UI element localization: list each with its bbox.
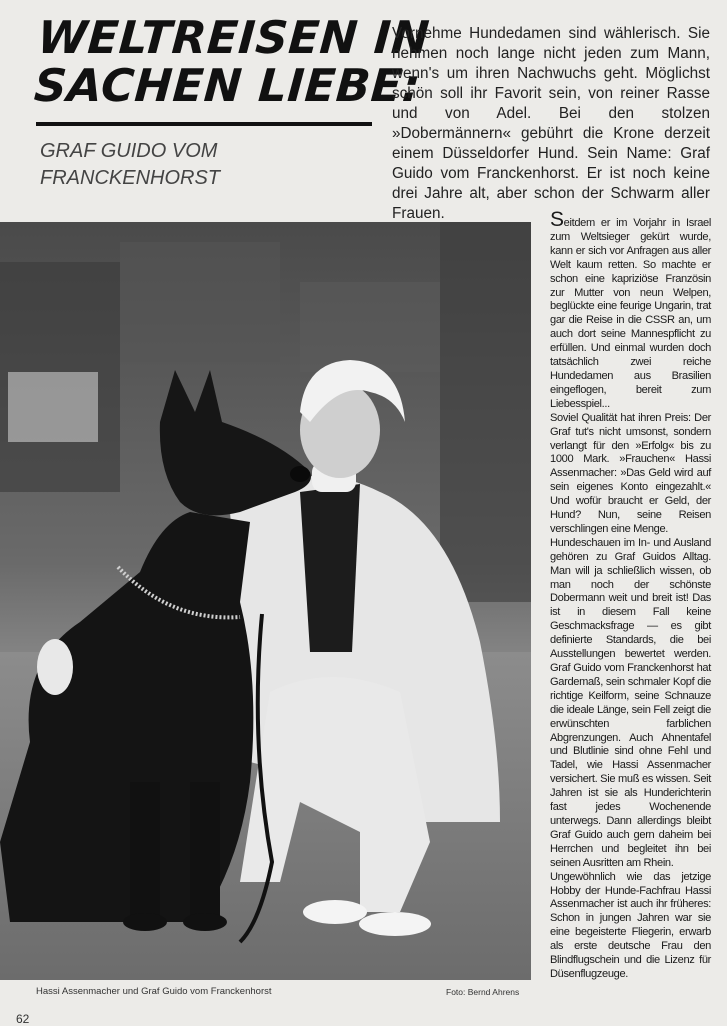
- subtitle-line-2: FRANCKENHORST: [40, 167, 221, 189]
- headline-line-2: SACHEN LIEBE:: [32, 59, 423, 112]
- subtitle: [40, 138, 370, 192]
- body-column: [550, 208, 711, 982]
- photo-credit: Foto: Bernd Ahrens: [446, 987, 520, 997]
- body-paragraph-1: [550, 208, 711, 412]
- photo-illustration: [0, 222, 531, 980]
- body-paragraph-3: Hundeschauen im In- und Ausland gehören zu Graf Guidos Alltag. Man will ja schließlich wissen, ob man noch der schönste Dobermann weit und breit ist! Das ist in diesem Fall keine Geschmacksfrage — es gibt definierte Standards, die bei Ausstellungen bewertet werden. Graf Guido vom Franckenhorst hat Gardemaß, sein schmaler Kopf die richtige Keilform, seine Schnauze die ideale Länge, sein Fell zeigt die erwünschten farblichen Abgrenzungen. Auch Ahnentafel und Blutlinie sind ohne Fehl und Tadel, wie Hassi Assenmacher versichert. Sie muß es wissen. Seit Jahren ist sie als Hunderichterin fast jedes Wochenende unterwegs. Dann allerdings bleibt Graf Guido auch gern daheim bei Herrchen und begleitet ihn bei seinen Ausritten am Rhein.: [550, 536, 711, 869]
- subtitle-line-1: GRAF GUIDO VOM: [40, 140, 218, 162]
- photo-caption: Hassi Assenmacher und Graf Guido vom Franckenhorst: [36, 986, 272, 997]
- photo-woman-with-doberman: [0, 222, 531, 980]
- body-paragraph-1-text: eitdem er im Vorjahr in Israel zum Weltsieger gekürt wurde, kann er sich vor Anfragen aus aller Welt kaum retten. So machte er schon eine kapriziöse Französin zur Mutter von neun Welpen, beglückte eine feurige Ungarin, trat gar die Reise in die CSSR an, um auch dort seine Mannespflicht zu erfüllen. Und einmal wurden doch tatsächlich zwei reiche Hundedamen aus Brasilien eingeflogen, bereit zum Liebesspiel...: [550, 217, 711, 410]
- headline: [32, 11, 432, 112]
- page-number: 62: [16, 1012, 30, 1026]
- drop-cap: S: [550, 208, 564, 231]
- body-paragraph-4: Ungewöhnlich wie das jetzige Hobby der Hunde-Fachfrau Hassi Assenmacher ist auch ihr früheres: Schon in jungen Jahren war sie eine begeisterte Fliegerin, erwarb als erste deutsche Frau den Blindflugschein und die Lizenz für Düsenflugzeuge.: [550, 870, 711, 980]
- headline-rule: [36, 122, 372, 126]
- intro-paragraph: Vornehme Hundedamen sind wählerisch. Sie nehmen noch lange nicht jeden zum Mann, wenn's um ihren Nachwuchs geht. Möglichst schön soll ihr Favorit sein, von reiner Rasse und von Adel. Bei den stolzen »Dobermännern« gebührt die Krone derzeit einem Düsseldorfer Hund. Sein Name: Graf Guido vom Franckenhorst. Er ist noch keine drei Jahre alt, aber schon der Schwarm aller Frauen.: [392, 25, 710, 222]
- body-paragraph-2: Soviel Qualität hat ihren Preis: Der Graf tut's nicht umsonst, sondern verlangt für den »Erfolg« bis zu 1000 Mark. »Frauchen« Hassi Assenmacher: »Das Geld wird auf sein eigenes Konto eingezahlt.« Und wofür braucht er Geld, der Hund? Nun, seine Reisen verschlingen eine Menge.: [550, 411, 711, 535]
- headline-line-1: WELTREISEN IN: [35, 11, 432, 64]
